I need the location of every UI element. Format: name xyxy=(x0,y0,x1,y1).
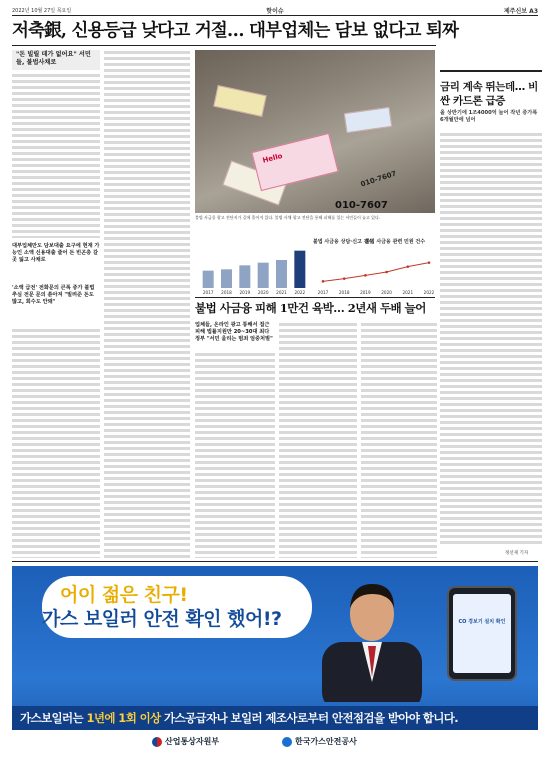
chart-tick-label: 2017 xyxy=(317,290,329,295)
chart-tick-label: 2017 xyxy=(202,290,214,295)
hello-kitty-flyer: Hello xyxy=(251,133,338,191)
ministry-emblem-icon xyxy=(152,737,162,747)
photo-caption: 불법 사금융 광고 전단지가 길에 흩어져 있다. 불법 사채 광고 전단을 통해 피해를 입는 서민들이 늘고 있다. xyxy=(195,215,381,220)
chart-tick-label: 2019 xyxy=(360,290,371,295)
ad-band-text: 가스보일러는 1년에 1회 이상 가스공급자나 보일러 제조사로부터 안전점검을 받아야 합니다. xyxy=(20,711,459,725)
left-subhead: "돈 빌릴 데가 없어요" 서민들, 불법사채로 xyxy=(16,51,91,66)
ad-phone-text: CO 경보기 설치 확인 xyxy=(458,619,506,625)
ad-line-2: 가스 보일러 안전 확인 했어!? xyxy=(42,608,282,630)
chart-point xyxy=(343,277,346,280)
ad-phone-screen xyxy=(453,594,511,673)
chart-point xyxy=(407,265,410,268)
chart-tick-label: 2018 xyxy=(338,290,350,295)
chart-point xyxy=(322,280,325,283)
chart-tick-label: 2021 xyxy=(276,290,287,295)
left-body-2 xyxy=(12,328,100,558)
ad-logo-ministry: 산업통상자원부 xyxy=(152,736,219,747)
flyer-card xyxy=(344,107,392,133)
chart-tick-label: 2022 xyxy=(423,290,435,295)
mid-headline: 불법 사금융 피해 1만건 육박… 2년새 두배 늘어 xyxy=(195,301,426,315)
side-subhead: 올 상반기에 1조4000억 늘어 작년 증가폭 6개월만에 넘어 xyxy=(440,110,538,123)
side-rule xyxy=(440,70,542,72)
page-header xyxy=(12,6,538,16)
header-date: 2022년 10월 27일 목요일 xyxy=(12,8,72,14)
chart-tick-label: 2021 xyxy=(402,290,414,295)
chart-tick-label: 2020 xyxy=(257,290,269,295)
chart-tick-label: 2022 xyxy=(294,290,306,295)
left-body-1 xyxy=(12,73,100,238)
chart-point xyxy=(385,271,388,274)
ad-line-1: 어이 젊은 친구! xyxy=(60,584,188,606)
flyer-phone-number-2: 010-7607 xyxy=(359,169,398,189)
ad-footer xyxy=(12,730,538,754)
header-page: 제주신보 A3 xyxy=(503,8,538,15)
left-lead-2: '소액 급전' 전화문의 큰폭 증가 불법 추심 전문 문의 쏟아져 "빌려준 돈도 많고, 회수도 안돼" xyxy=(12,285,95,305)
chart-tick-label: 2018 xyxy=(221,290,232,295)
flyer-card xyxy=(213,85,266,117)
mid-body-3 xyxy=(361,322,437,558)
side-byline: 정선제 기자 xyxy=(505,551,529,556)
chart2-title: 불법 사금융 관련 민원 건수 xyxy=(365,239,426,245)
side-body xyxy=(440,132,542,547)
bar-chart xyxy=(195,236,435,296)
chart-bar xyxy=(203,271,214,288)
ad-phone xyxy=(447,586,517,681)
gas-safety-ad xyxy=(12,566,538,754)
mid-rule xyxy=(195,297,435,298)
ad-person xyxy=(312,572,432,702)
chart-bar xyxy=(221,269,232,288)
chart-series-line xyxy=(323,263,429,282)
mid-body-2 xyxy=(279,322,357,558)
headline-rule xyxy=(12,45,436,46)
chart-bar xyxy=(239,265,250,288)
mid-body-1 xyxy=(195,352,275,558)
chart-tick-label: 2019 xyxy=(239,290,251,295)
header-section: 핫이슈 xyxy=(266,8,284,15)
left-subhead-box xyxy=(12,50,100,70)
side-headline: 금리 계속 뛰는데… 비싼 카드론 급증 xyxy=(440,81,538,107)
ad-rule xyxy=(12,561,538,562)
chart-point xyxy=(364,274,367,277)
chart-bar xyxy=(258,263,269,288)
chart-title: 불법 사금융 상담·신고 건수 xyxy=(313,239,374,245)
main-headline: 저축銀, 신용등급 낮다고 거절… 대부업체는 담보 없다고 퇴짜 xyxy=(12,21,459,41)
ad-logo-kgs: 한국가스안전공사 xyxy=(282,736,357,747)
news-photo xyxy=(195,50,435,213)
chart-bar xyxy=(276,260,287,288)
left-lead-1: 대부업체만도 담보대출 요구에 현재 가능인 소액 신용대출 줄어 돈 빈곤층 갈 곳 잃고 사채로 xyxy=(12,243,100,263)
col2-body xyxy=(104,50,190,558)
chart-point xyxy=(428,261,431,264)
chart-tick-label: 2020 xyxy=(381,290,392,295)
flyer-phone-number: 010-7607 xyxy=(335,200,388,211)
kgs-emblem-icon xyxy=(282,737,292,747)
mid-lead: 업체들, 온라인 광고 통해서 접근 피해 법률지원만 20~30대 최다 정부 "서민 울리는 범죄 엄중처벌" xyxy=(195,322,273,342)
chart-bar xyxy=(294,251,305,288)
